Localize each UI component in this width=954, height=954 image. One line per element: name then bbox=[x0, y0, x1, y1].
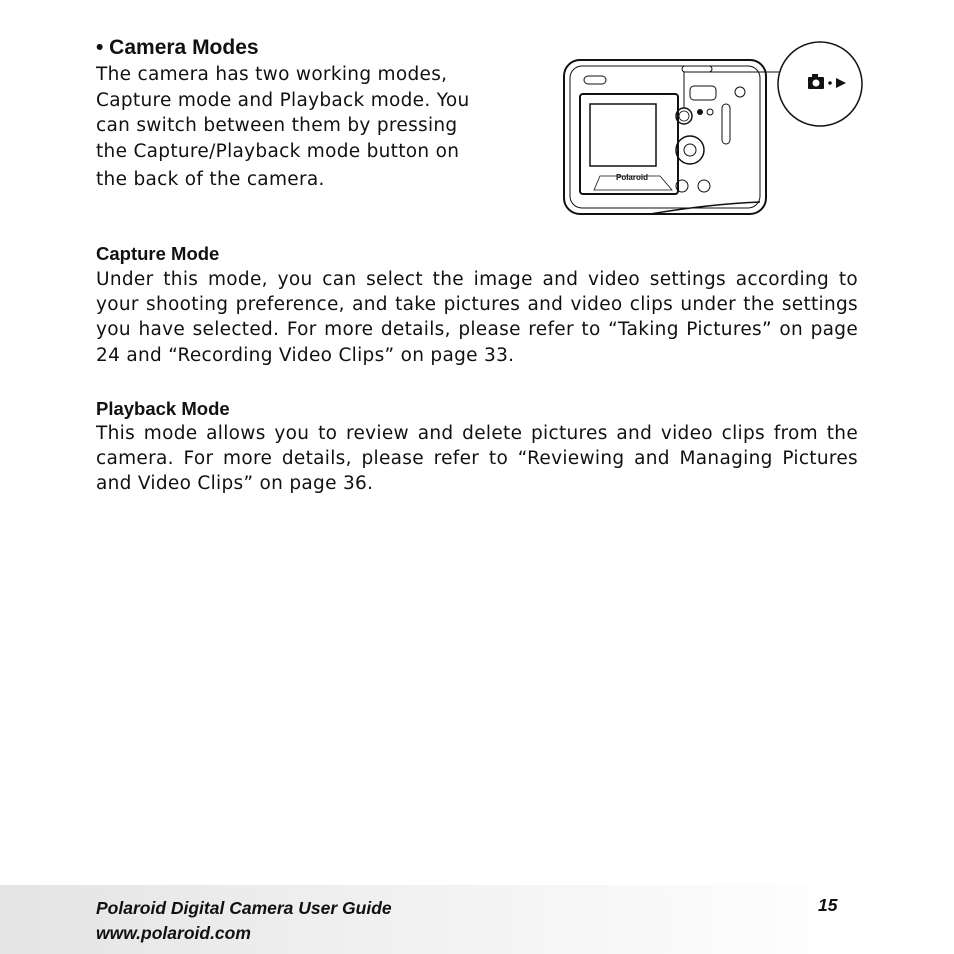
intro-paragraph bbox=[96, 62, 536, 193]
camera-back-illustration bbox=[560, 40, 870, 220]
camera-brand-label: Polaroid bbox=[615, 173, 649, 182]
intro-line: Capture mode and Playback mode. You bbox=[96, 89, 470, 111]
playback-mode-body: This mode allows you to review and delete pictures and video clips from the camera. For more details, please refer to “Reviewing and Managing Pictures and Video Clips” on page 36. bbox=[96, 423, 858, 495]
intro-line: The camera has two working modes, bbox=[96, 64, 448, 85]
page-number: 15 bbox=[818, 895, 838, 915]
playback-mode-title: Playback Mode bbox=[96, 398, 230, 419]
intro-line: the Capture/Playback mode button on bbox=[96, 140, 460, 162]
page-footer bbox=[0, 885, 954, 954]
intro-line: can switch between them by pressing bbox=[96, 115, 458, 136]
section-heading: • Camera Modes bbox=[96, 36, 259, 59]
website-link[interactable]: www.polaroid.com bbox=[96, 923, 251, 943]
capture-mode-body: Under this mode, you can select the image and video settings according to your shooting preference, and take pictures and video clips under the settings you have selected. For more details, please refer to “Taking Pictures” on page 24 and “Recording Video Clips” on page 33. bbox=[96, 269, 858, 366]
guide-title: Polaroid Digital Camera User Guide bbox=[96, 898, 392, 918]
intro-line: the back of the camera. bbox=[96, 169, 325, 190]
capture-mode-title: Capture Mode bbox=[96, 243, 220, 264]
